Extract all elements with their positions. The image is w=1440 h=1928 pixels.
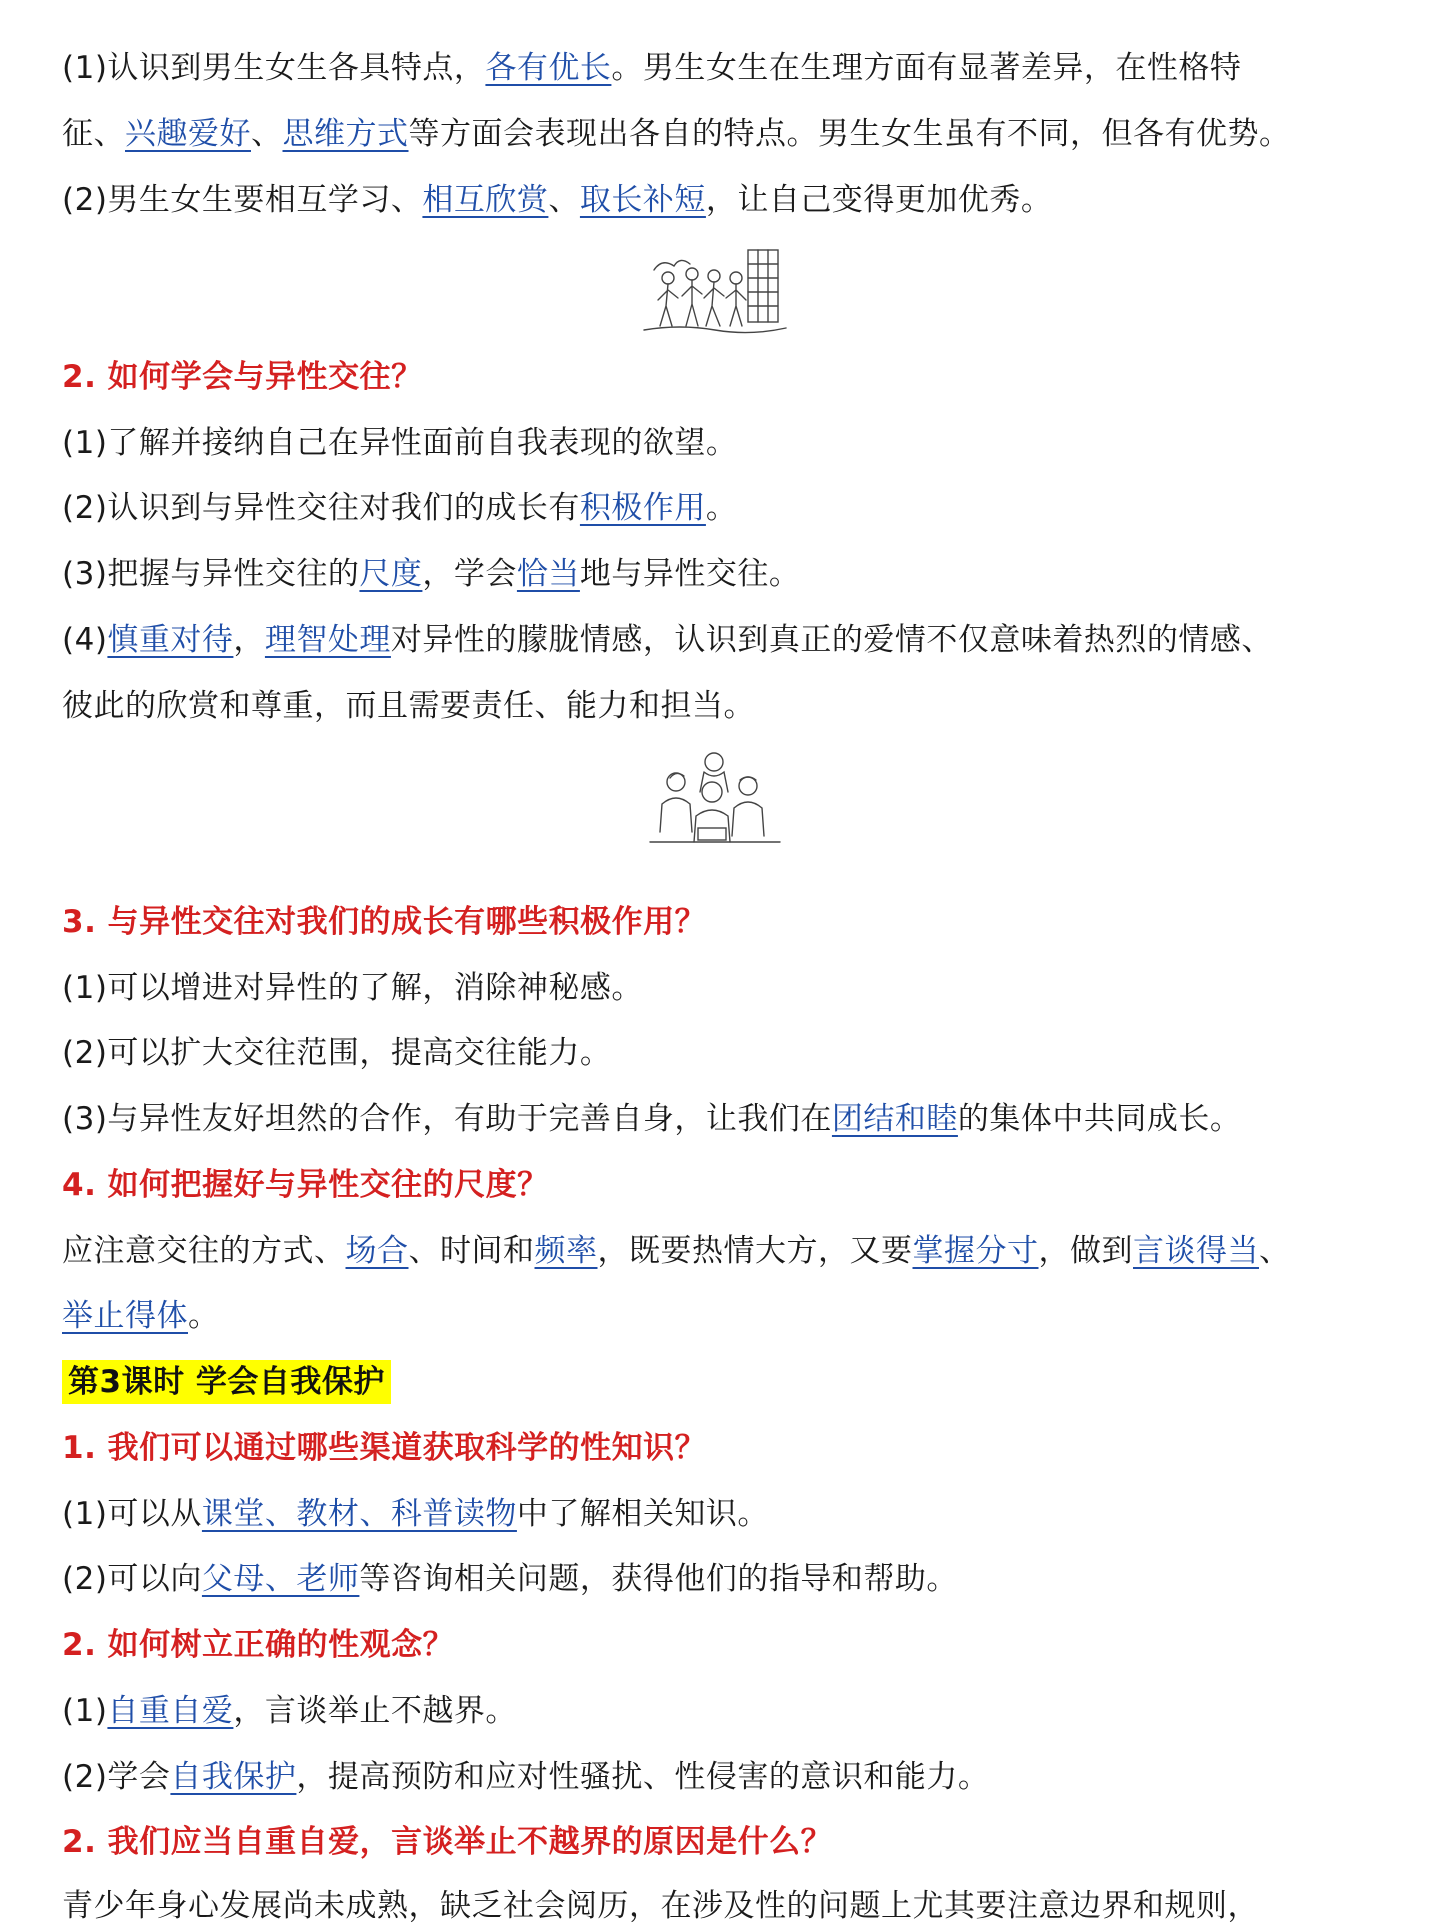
s2-item2: (2)认识到与异性交往对我们的成长有积极作用。	[62, 490, 738, 526]
keyword: 各有优长	[485, 50, 612, 86]
keyword: 相互欣赏	[422, 182, 549, 218]
students-group-illustration	[640, 748, 790, 848]
l3-q1-item2: (2)可以向父母、老师等咨询相关问题，获得他们的指导和帮助。	[62, 1561, 958, 1597]
students-walking-illustration	[640, 240, 790, 340]
section3-heading: 3. 与异性交往对我们的成长有哪些积极作用？	[62, 904, 707, 940]
l3-q2-item1: (1)自重自爱，言谈举止不越界。	[62, 1693, 517, 1729]
item-number: (1)	[62, 1496, 108, 1532]
item-number: (3)	[62, 556, 108, 592]
s3-item2: (2)可以扩大交往范围，提高交往能力。	[62, 1035, 612, 1071]
lesson-title	[62, 1360, 1392, 1404]
keyword: 尺度	[359, 556, 423, 592]
keyword: 团结和睦	[831, 1101, 958, 1137]
keyword: 恰当	[516, 556, 580, 592]
l3-q3-line1: 青少年身心发展尚未成熟，缺乏社会阅历，在涉及性的问题上尤其要注意边界和规则，	[62, 1888, 1259, 1924]
l3-q1-item1: (1)可以从课堂、教材、科普读物中了解相关知识。	[62, 1496, 769, 1532]
item-number: (1)	[62, 50, 108, 86]
s3-item3: (3)与异性友好坦然的合作，有助于完善自身，让我们在团结和睦的集体中共同成长。	[62, 1101, 1242, 1137]
item-number: (2)	[62, 490, 108, 526]
s4-line1: 应注意交往的方式、场合、时间和频率，既要热情大方，又要掌握分寸，做到言谈得当、	[62, 1233, 1291, 1269]
lesson3-q2-heading: 2. 如何树立正确的性观念？	[62, 1627, 455, 1663]
lesson3-q1-heading: 1. 我们可以通过哪些渠道获取科学的性知识？	[62, 1430, 707, 1466]
item-number: (2)	[62, 182, 108, 218]
keyword: 理智处理	[264, 622, 391, 658]
item-number: (1)	[62, 1693, 108, 1729]
keyword: 言谈得当	[1133, 1233, 1259, 1269]
lesson3-q3-heading: 2. 我们应当自重自爱，言谈举止不越界的原因是什么？	[62, 1824, 833, 1860]
l3-q2-item2: (2)学会自我保护，提高预防和应对性骚扰、性侵害的意识和能力。	[62, 1759, 990, 1795]
s2-item4-line1: (4)慎重对待，理智处理对异性的朦胧情感，认识到真正的爱情不仅意味着热烈的情感、	[62, 622, 1273, 658]
section2-heading: 2. 如何学会与异性交往？	[62, 359, 423, 395]
keyword: 取长补短	[579, 182, 706, 218]
keyword: 积极作用	[579, 490, 706, 526]
keyword: 课堂、教材、科普读物	[201, 1496, 517, 1532]
keyword: 父母、老师	[201, 1561, 360, 1597]
keyword: 频率	[534, 1233, 598, 1269]
keyword: 慎重对待	[107, 622, 234, 658]
s2-item3: (3)把握与异性交往的尺度，学会恰当地与异性交往。	[62, 556, 801, 592]
keyword: 自我保护	[170, 1759, 297, 1795]
keyword: 举止得体	[62, 1298, 188, 1334]
item-number: (2)	[62, 1759, 108, 1795]
s3-item1: (1)可以增进对异性的了解，消除神秘感。	[62, 970, 643, 1006]
item-number: (1)	[62, 425, 108, 461]
s1-item1-line1: (1)认识到男生女生各具特点，各有优长。男生女生在生理方面有显著差异，在性格特	[62, 50, 1242, 86]
item-number: (1)	[62, 970, 108, 1006]
keyword: 掌握分寸	[912, 1233, 1039, 1269]
item-number: (2)	[62, 1561, 108, 1597]
keyword: 自重自爱	[107, 1693, 234, 1729]
s2-item1: (1)了解并接纳自己在异性面前自我表现的欲望。	[62, 425, 738, 461]
item-number: (3)	[62, 1101, 108, 1137]
keyword: 兴趣爱好	[125, 116, 251, 152]
s1-item2: (2)男生女生要相互学习、相互欣赏、取长补短，让自己变得更加优秀。	[62, 182, 1053, 218]
lesson-title-highlight: 第3课时 学会自我保护	[62, 1360, 391, 1404]
section4-heading: 4. 如何把握好与异性交往的尺度？	[62, 1167, 549, 1203]
keyword: 场合	[345, 1233, 409, 1269]
s2-item4-line2: 彼此的欣赏和尊重，而且需要责任、能力和担当。	[62, 688, 755, 724]
s4-line2: 举止得体。	[62, 1298, 220, 1334]
keyword: 思维方式	[282, 116, 409, 152]
item-number: (2)	[62, 1035, 108, 1071]
item-number: (4)	[62, 622, 108, 658]
s1-item1-line2: 征、兴趣爱好、思维方式等方面会表现出各自的特点。男生女生虽有不同，但各有优势。	[62, 116, 1291, 152]
